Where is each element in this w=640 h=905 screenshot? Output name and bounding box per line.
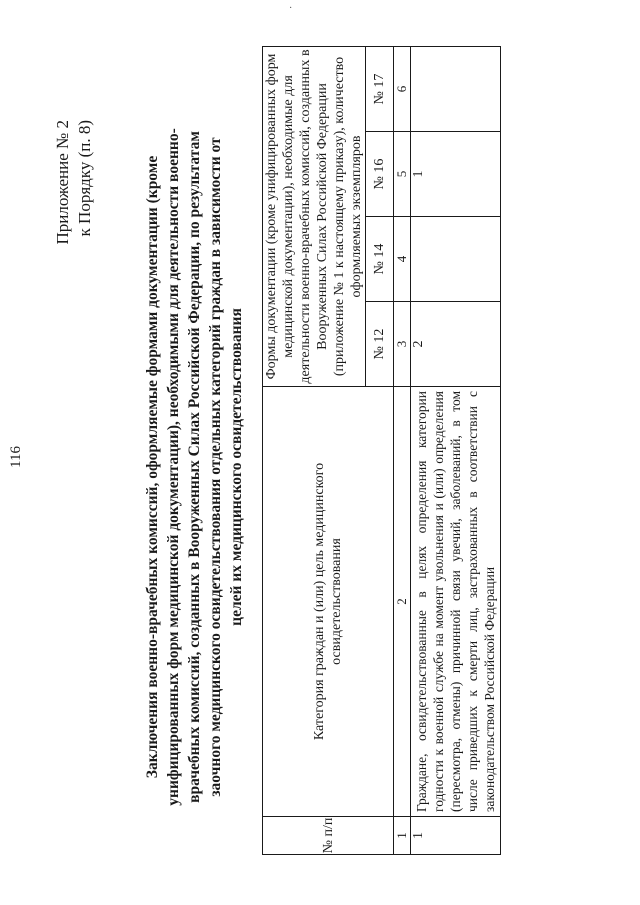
header-category: Категория граждан и (или) цель медицинского освидетельствования (263, 387, 394, 817)
header-forms: Формы документации (кроме унифицированных форм медицинской документации), необходимые для деятельности военно-врачебных комиссий, созданных в Вооруженных Силах Российской Федерации (приложение № 1 к настоящему приказу), количество оформляемых экземпляров (263, 47, 366, 387)
table-header-row (263, 47, 366, 855)
row-form-12: 2 (411, 302, 501, 387)
row-num: 1 (411, 817, 501, 855)
row-form-14 (411, 217, 501, 302)
scan-mark: · (289, 3, 293, 14)
page-number: 116 (8, 446, 24, 468)
forms-table (262, 46, 501, 855)
column-number-row (394, 47, 411, 855)
column-number: 2 (394, 387, 411, 817)
document-title: Заключения военно-врачебных комиссий, оформляемые формами документации (кроме унифицированных форм медицинской документации), необходимыми для деятельности военно-врачебных комиссий, созданных в Вооруженных Силах Российской Федерации, по результатам заочного медицинского освидетельствования отдельных категорий граждан в зависимости от целей их медицинского освидетельствования (144, 128, 245, 806)
header-form-12: № 12 (366, 302, 394, 387)
column-number: 1 (394, 817, 411, 855)
row-form-17 (411, 47, 501, 132)
column-number: 6 (394, 47, 411, 132)
appendix-reference (52, 120, 96, 244)
header-form-16: № 16 (366, 132, 394, 217)
header-num: № п/п (263, 817, 394, 855)
column-number: 4 (394, 217, 411, 302)
header-form-17: № 17 (366, 47, 394, 132)
row-category: Граждане, освидетельствованные в целях определения категории годности к военной службе на момент увольнения и (или) определения (пересмотра, отмены) причинной связи увечий, заболеваний, в том числе приведших к смерти лиц, застрахованных в соответствии с законодательством Российской Федерации (411, 387, 501, 817)
table-row (411, 47, 501, 855)
appendix-line-2: к Порядку (п. 8) (75, 120, 94, 237)
header-form-14: № 14 (366, 217, 394, 302)
appendix-line-1: Приложение № 2 (53, 120, 72, 245)
row-form-16: 1 (411, 132, 501, 217)
column-number: 3 (394, 302, 411, 387)
column-number: 5 (394, 132, 411, 217)
